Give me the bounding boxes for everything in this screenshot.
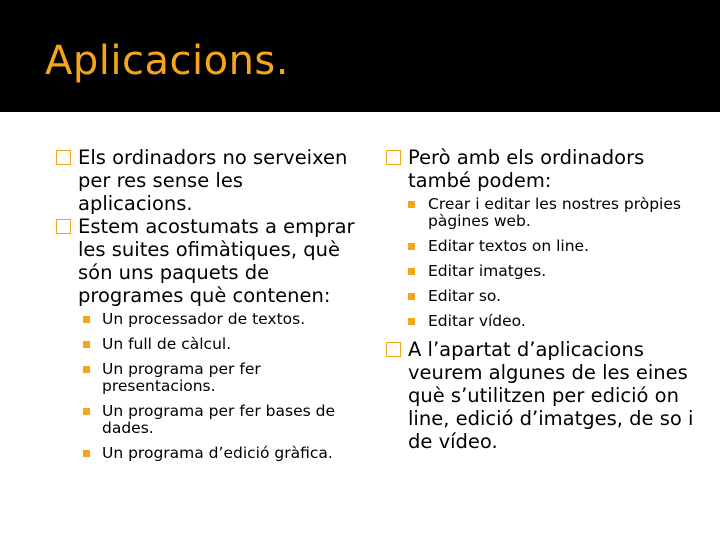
- square-bullet-icon: [386, 342, 401, 357]
- right-column: [386, 146, 698, 453]
- bullet-item: [56, 215, 356, 307]
- sub-item-text: Un programa per fer presentacions.: [102, 360, 261, 395]
- square-bullet-icon: [56, 150, 71, 165]
- bullet-text: Els ordinadors no serveixen per res sense les aplicacions.: [78, 146, 348, 215]
- square-bullet-icon: [56, 219, 71, 234]
- sub-bullet-icon: [83, 408, 90, 415]
- left-column: [56, 146, 356, 470]
- sub-item: [386, 196, 698, 230]
- square-bullet-icon: [386, 150, 401, 165]
- sub-bullet-icon: [83, 341, 90, 348]
- bullet-item: [56, 146, 356, 215]
- sub-list: [386, 196, 698, 330]
- sub-item: [386, 263, 698, 280]
- sub-item-text: Un processador de textos.: [102, 310, 306, 328]
- sub-item: [56, 336, 356, 353]
- title-bar: [0, 0, 720, 110]
- sub-item-text: Editar vídeo.: [428, 312, 526, 330]
- sub-bullet-icon: [408, 201, 415, 208]
- bullet-text: Però amb els ordinadors també podem:: [408, 146, 645, 192]
- sub-item-text: Editar so.: [428, 287, 502, 305]
- slide-title: Aplicacions.: [45, 38, 289, 84]
- sub-item: [56, 311, 356, 328]
- sub-bullet-icon: [83, 450, 90, 457]
- sub-item: [56, 403, 356, 437]
- bullet-item: [386, 338, 698, 453]
- sub-item: [386, 238, 698, 255]
- sub-item: [56, 445, 356, 462]
- bullet-text: Estem acostumats a emprar les suites ofimàtiques, què són uns paquets de programes què contenen:: [78, 215, 355, 307]
- sub-bullet-icon: [408, 293, 415, 300]
- sub-bullet-icon: [83, 366, 90, 373]
- sub-item-text: Un programa per fer bases de dades.: [102, 402, 335, 437]
- sub-item-text: Editar textos on line.: [428, 237, 590, 255]
- sub-item: [56, 361, 356, 395]
- sub-item-text: Editar imatges.: [428, 262, 547, 280]
- sub-bullet-icon: [83, 316, 90, 323]
- sub-item-text: Un programa d’edició gràfica.: [102, 444, 333, 462]
- sub-item: [386, 288, 698, 305]
- sub-bullet-icon: [408, 243, 415, 250]
- sub-item-text: Crear i editar les nostres pròpies pàgines web.: [428, 195, 681, 230]
- sub-bullet-icon: [408, 318, 415, 325]
- sub-item: [386, 313, 698, 330]
- sub-bullet-icon: [408, 268, 415, 275]
- bullet-text: A l’apartat d’aplicacions veurem algunes de les eines què s’utilitzen per edició on line, edició d’imatges, de so i de vídeo.: [408, 338, 694, 453]
- sub-list: [56, 311, 356, 462]
- sub-item-text: Un full de càlcul.: [102, 335, 232, 353]
- bullet-item: [386, 146, 698, 192]
